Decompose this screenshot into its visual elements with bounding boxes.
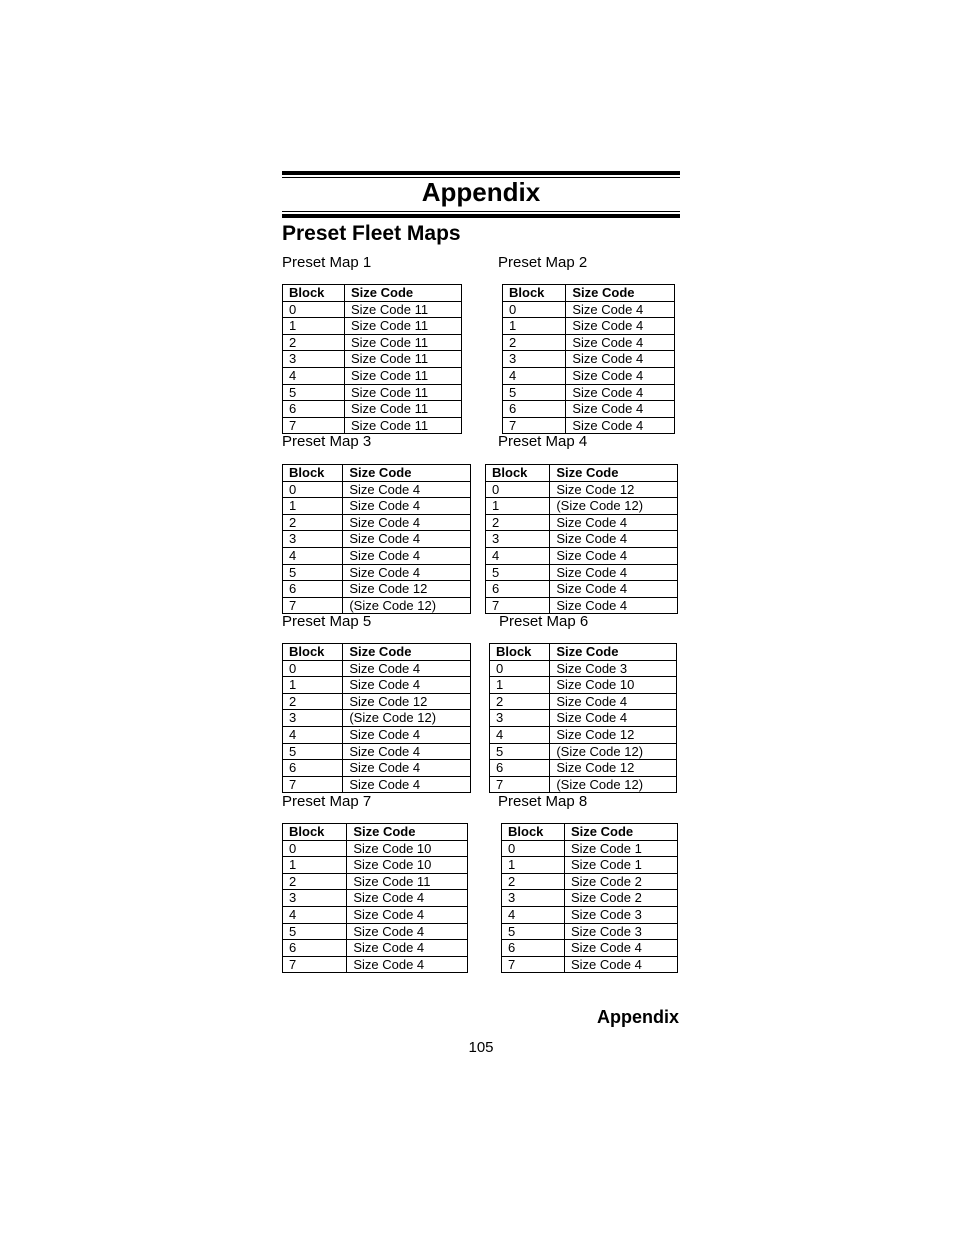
block-column-header: Block: [283, 644, 343, 661]
block-cell: 2: [490, 693, 550, 710]
map-label: Preset Map 8: [498, 793, 588, 810]
footer-section-title: Appendix: [596, 1007, 679, 1027]
block-cell: 7: [283, 417, 345, 434]
block-cell: 4: [283, 547, 343, 564]
table-row: [283, 564, 471, 581]
table-row: [283, 531, 471, 548]
block-cell: 5: [502, 923, 565, 940]
block-cell: 7: [283, 956, 347, 973]
block-cell: 0: [502, 840, 565, 857]
table-header-row: [283, 285, 462, 302]
size-code-cell: Size Code 4: [343, 498, 471, 515]
block-cell: 7: [503, 417, 566, 434]
size-code-cell: Size Code 11: [345, 334, 462, 351]
block-cell: 1: [283, 677, 343, 694]
table-row: [283, 597, 471, 614]
size-code-cell: Size Code 11: [345, 401, 462, 418]
block-cell: 1: [283, 318, 345, 335]
block-cell: 5: [503, 384, 566, 401]
block-cell: 1: [503, 318, 566, 335]
size-code-column-header: Size Code: [550, 465, 678, 482]
table-row: [283, 923, 468, 940]
block-cell: 3: [503, 351, 566, 368]
table-row: [502, 890, 678, 907]
size-code-cell: (Size Code 12): [550, 743, 677, 760]
block-cell: 4: [283, 726, 343, 743]
table-row: [503, 417, 675, 434]
block-cell: 7: [502, 956, 565, 973]
table-row: [502, 940, 678, 957]
section-title: Preset Fleet Maps: [282, 222, 461, 245]
table-row: [283, 417, 462, 434]
block-cell: 4: [486, 547, 550, 564]
table-row: [283, 334, 462, 351]
block-cell: 0: [486, 481, 550, 498]
map-label: Preset Map 5: [282, 613, 372, 630]
block-cell: 1: [502, 857, 565, 874]
size-code-cell: Size Code 4: [343, 531, 471, 548]
size-code-cell: Size Code 4: [556, 597, 628, 613]
table-row: [283, 351, 462, 368]
table-row: [502, 840, 678, 857]
table-row: [283, 873, 468, 890]
block-column-header: Block: [490, 644, 550, 661]
block-cell: 2: [503, 334, 566, 351]
block-cell: 4: [490, 726, 550, 743]
size-code-cell: Size Code 4: [347, 940, 468, 957]
table-row: [283, 857, 468, 874]
table-row: [283, 776, 471, 793]
size-code-cell: Size Code 4: [566, 384, 675, 401]
fleet-map-table: [489, 643, 677, 793]
size-code-cell: Size Code 4: [347, 890, 468, 907]
size-code-cell: Size Code 4: [343, 677, 471, 694]
size-code-cell: Size Code 4: [566, 367, 675, 384]
map-label: Preset Map 3: [282, 433, 372, 450]
size-code-column-header: Size Code: [347, 824, 468, 841]
block-cell: 2: [283, 514, 343, 531]
size-code-column-header: Size Code: [343, 465, 471, 482]
size-code-cell: Size Code 4: [550, 581, 678, 598]
block-cell: 3: [502, 890, 565, 907]
size-code-cell: Size Code 11: [347, 873, 468, 890]
size-code-cell: Size Code 12: [550, 726, 677, 743]
block-cell: 5: [283, 923, 347, 940]
block-cell: 5: [283, 384, 345, 401]
block-cell: 7: [486, 597, 550, 614]
table-row: [502, 923, 678, 940]
fleet-map-table: [282, 823, 468, 973]
size-code-cell: Size Code 3: [550, 660, 677, 677]
block-cell: 4: [502, 906, 565, 923]
table-row: [283, 367, 462, 384]
block-cell: 0: [283, 840, 347, 857]
table-header-row: [283, 465, 471, 482]
block-cell: 6: [503, 401, 566, 418]
block-cell: 3: [486, 531, 550, 548]
table-header-row: [490, 644, 677, 661]
size-code-cell: Size Code 1: [565, 857, 678, 874]
size-code-cell: Size Code 4: [571, 956, 642, 972]
size-code-cell: Size Code 4: [550, 564, 678, 581]
size-code-cell: Size Code 4: [565, 940, 678, 957]
block-cell: 6: [490, 760, 550, 777]
table-row: [283, 498, 471, 515]
size-code-cell: Size Code 4: [343, 726, 471, 743]
size-code-column-header: Size Code: [565, 824, 678, 841]
size-code-cell: (Size Code 12): [550, 498, 678, 515]
size-code-cell: Size Code 4: [550, 693, 677, 710]
block-cell: 3: [283, 710, 343, 727]
size-code-cell: Size Code 12: [343, 693, 471, 710]
block-column-header: Block: [283, 465, 343, 482]
table-row: [486, 531, 678, 548]
size-code-cell: Size Code 4: [572, 417, 644, 433]
size-code-cell: Size Code 4: [550, 531, 678, 548]
block-cell: 6: [283, 581, 343, 598]
table-row: [490, 693, 677, 710]
table-row: [283, 906, 468, 923]
size-code-cell: Size Code 11: [345, 318, 462, 335]
size-code-cell: Size Code 10: [347, 857, 468, 874]
table-row: [503, 384, 675, 401]
size-code-cell: Size Code 4: [566, 334, 675, 351]
size-code-cell: Size Code 11: [345, 367, 462, 384]
size-code-cell: Size Code 4: [566, 318, 675, 335]
size-code-cell: Size Code 2: [565, 890, 678, 907]
block-cell: 4: [503, 367, 566, 384]
size-code-cell: Size Code 4: [343, 760, 471, 777]
block-cell: 0: [283, 660, 343, 677]
fleet-map-table: [282, 464, 471, 614]
size-code-cell: Size Code 11: [345, 384, 462, 401]
size-code-cell: Size Code 4: [347, 923, 468, 940]
size-code-cell: Size Code 4: [550, 514, 678, 531]
map-label: Preset Map 4: [498, 433, 588, 450]
block-cell: 2: [283, 693, 343, 710]
table-row: [503, 401, 675, 418]
size-code-cell: Size Code 4: [566, 301, 675, 318]
block-cell: 1: [486, 498, 550, 515]
size-code-cell: Size Code 4: [343, 547, 471, 564]
table-row: [486, 514, 678, 531]
block-cell: 6: [283, 940, 347, 957]
table-row: [490, 776, 677, 793]
table-row: [283, 581, 471, 598]
table-row: [283, 743, 471, 760]
map-label: Preset Map 2: [498, 254, 588, 271]
block-cell: 0: [503, 301, 566, 318]
table-row: [503, 301, 675, 318]
title-rule-bottom-thin: [282, 211, 680, 212]
block-cell: 5: [490, 743, 550, 760]
table-row: [283, 384, 462, 401]
table-row: [486, 597, 678, 614]
block-cell: 0: [490, 660, 550, 677]
table-header-row: [283, 824, 468, 841]
size-code-cell: (Size Code 12): [556, 776, 644, 792]
page-number: 105: [468, 1039, 494, 1056]
size-code-cell: Size Code 10: [550, 677, 677, 694]
table-header-row: [283, 644, 471, 661]
size-code-cell: Size Code 4: [550, 710, 677, 727]
title-rule-bottom-thick: [282, 214, 680, 218]
table-row: [503, 367, 675, 384]
block-cell: 3: [490, 710, 550, 727]
table-row: [283, 693, 471, 710]
table-row: [283, 401, 462, 418]
block-cell: 1: [283, 857, 347, 874]
block-cell: 2: [486, 514, 550, 531]
table-row: [283, 318, 462, 335]
table-row: [486, 547, 678, 564]
size-code-cell: Size Code 4: [343, 481, 471, 498]
block-cell: 2: [283, 873, 347, 890]
fleet-map-table: [501, 823, 678, 973]
table-row: [486, 498, 678, 515]
map-label: Preset Map 1: [282, 254, 372, 271]
block-column-header: Block: [503, 285, 566, 302]
block-cell: 6: [486, 581, 550, 598]
size-code-cell: Size Code 11: [345, 301, 462, 318]
table-row: [502, 956, 678, 973]
size-code-cell: Size Code 12: [343, 581, 471, 598]
size-code-cell: Size Code 4: [349, 776, 421, 792]
size-code-cell: Size Code 1: [565, 840, 678, 857]
table-row: [283, 710, 471, 727]
title-rule-top-thick: [282, 171, 680, 175]
size-code-cell: Size Code 4: [566, 401, 675, 418]
block-cell: 3: [283, 890, 347, 907]
table-row: [283, 301, 462, 318]
table-row: [283, 677, 471, 694]
table-row: [502, 906, 678, 923]
size-code-cell: Size Code 11: [345, 351, 462, 368]
map-label: Preset Map 6: [499, 613, 589, 630]
size-code-cell: Size Code 4: [353, 956, 425, 972]
block-cell: 6: [283, 401, 345, 418]
size-code-cell: Size Code 4: [347, 906, 468, 923]
table-row: [490, 710, 677, 727]
map-label: Preset Map 7: [282, 793, 372, 810]
size-code-cell: Size Code 4: [343, 514, 471, 531]
size-code-cell: Size Code 4: [566, 351, 675, 368]
table-row: [283, 840, 468, 857]
table-row: [283, 940, 468, 957]
block-cell: 3: [283, 351, 345, 368]
block-cell: 1: [283, 498, 343, 515]
block-cell: 6: [283, 760, 343, 777]
size-code-cell: Size Code 4: [343, 660, 471, 677]
table-row: [283, 956, 468, 973]
table-row: [283, 547, 471, 564]
table-row: [283, 514, 471, 531]
size-code-cell: Size Code 4: [343, 564, 471, 581]
table-row: [503, 351, 675, 368]
size-code-cell: Size Code 12: [550, 481, 678, 498]
size-code-cell: (Size Code 12): [343, 710, 471, 727]
size-code-cell: Size Code 2: [565, 873, 678, 890]
table-row: [502, 857, 678, 874]
table-row: [490, 760, 677, 777]
size-code-column-header: Size Code: [550, 644, 677, 661]
size-code-cell: Size Code 4: [343, 743, 471, 760]
fleet-map-table: [485, 464, 678, 614]
fleet-map-table: [282, 284, 462, 434]
table-row: [502, 873, 678, 890]
block-cell: 0: [283, 481, 343, 498]
table-row: [503, 334, 675, 351]
block-cell: 4: [283, 906, 347, 923]
size-code-cell: (Size Code 12): [349, 597, 437, 613]
table-row: [490, 677, 677, 694]
page-title: Appendix: [421, 177, 541, 207]
table-row: [283, 660, 471, 677]
block-column-header: Block: [486, 465, 550, 482]
size-code-cell: Size Code 12: [550, 760, 677, 777]
block-cell: 5: [283, 743, 343, 760]
table-row: [490, 660, 677, 677]
block-cell: 3: [283, 531, 343, 548]
table-row: [486, 564, 678, 581]
fleet-map-table: [282, 643, 471, 793]
table-row: [283, 890, 468, 907]
block-column-header: Block: [283, 285, 345, 302]
block-cell: 2: [283, 334, 345, 351]
block-column-header: Block: [502, 824, 565, 841]
block-cell: 6: [502, 940, 565, 957]
table-row: [283, 726, 471, 743]
size-code-column-header: Size Code: [345, 285, 462, 302]
block-cell: 2: [502, 873, 565, 890]
table-header-row: [502, 824, 678, 841]
block-cell: 0: [283, 301, 345, 318]
size-code-cell: Size Code 11: [351, 417, 429, 433]
table-row: [486, 481, 678, 498]
table-row: [490, 743, 677, 760]
table-header-row: [503, 285, 675, 302]
block-cell: 1: [490, 677, 550, 694]
fleet-map-table: [502, 284, 675, 434]
block-cell: 5: [486, 564, 550, 581]
size-code-cell: Size Code 3: [565, 923, 678, 940]
block-cell: 7: [283, 597, 343, 614]
size-code-cell: Size Code 10: [347, 840, 468, 857]
size-code-column-header: Size Code: [566, 285, 675, 302]
block-cell: 5: [283, 564, 343, 581]
table-row: [503, 318, 675, 335]
size-code-cell: Size Code 3: [565, 906, 678, 923]
table-row: [490, 726, 677, 743]
table-row: [283, 481, 471, 498]
block-cell: 7: [490, 776, 550, 793]
table-header-row: [486, 465, 678, 482]
block-cell: 4: [283, 367, 345, 384]
table-row: [283, 760, 471, 777]
size-code-column-header: Size Code: [343, 644, 471, 661]
table-row: [486, 581, 678, 598]
block-column-header: Block: [283, 824, 347, 841]
block-cell: 7: [283, 776, 343, 793]
size-code-cell: Size Code 4: [550, 547, 678, 564]
